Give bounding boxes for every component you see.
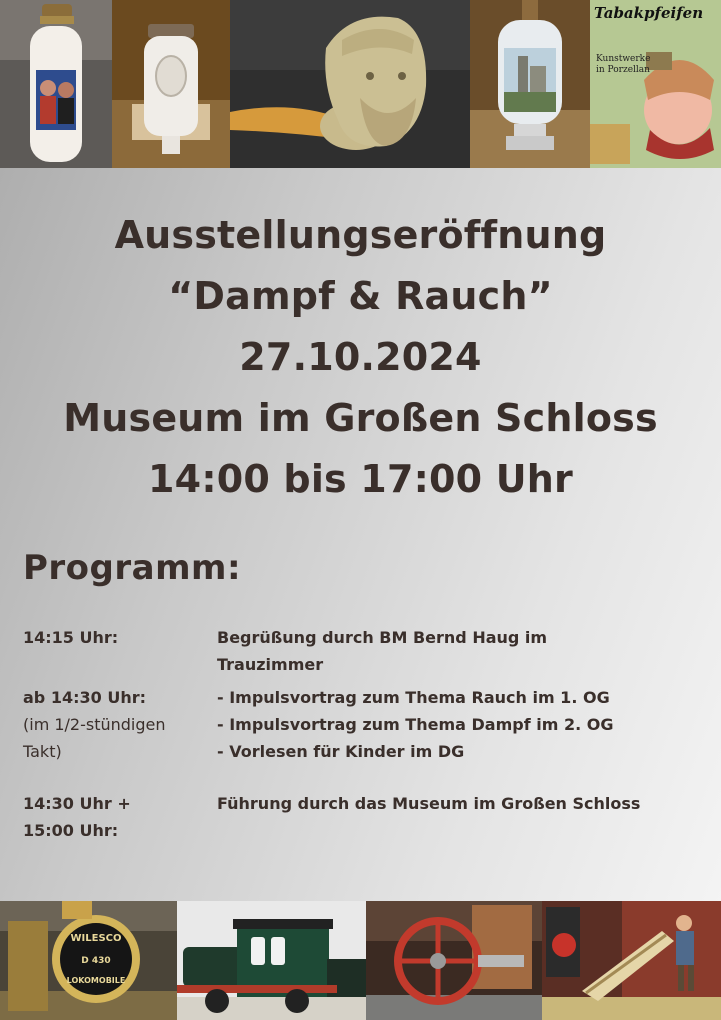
event-location: Museum im Großen Schloss xyxy=(63,396,658,440)
event-time: 14:00 bis 17:00 Uhr xyxy=(148,457,573,501)
badge-brand: WILESCO xyxy=(70,933,122,944)
castle-painted-pipe-icon xyxy=(470,0,590,168)
program-time: 14:30 Uhr + 15:00 Uhr: xyxy=(23,794,131,840)
toy-workshop-figure-icon xyxy=(542,901,721,1020)
carved-head-pipe-icon xyxy=(230,0,470,168)
top-photo-strip xyxy=(0,0,721,168)
program-heading: Programm: xyxy=(23,548,242,588)
book-cover-icon xyxy=(590,0,721,168)
program-details: - Impulsvortrag zum Thema Rauch im 1. OG - Impulsvortrag zum Thema Dampf im 2. OG - Vorlesen für Kinder im DG xyxy=(217,688,614,761)
badge-model: D 430 xyxy=(81,956,111,966)
event-date: 27.10.2024 xyxy=(239,335,482,379)
steam-engine-flywheel-icon xyxy=(366,901,542,1020)
program-details: Begrüßung durch BM Bernd Haug im Trauzimmer xyxy=(217,628,548,674)
toy-locomotive-icon xyxy=(177,901,366,1020)
bottom-photo-strip xyxy=(0,901,721,1020)
program-time: ab 14:30 Uhr: (im 1/2-stündigen Takt) xyxy=(23,684,213,765)
porcelain-pipe-portrait-icon xyxy=(0,0,112,168)
program-time-note: (im 1/2-stündigen xyxy=(23,715,166,734)
exhibition-title: Ausstellungseröffnung xyxy=(114,213,607,257)
program-time: 14:15 Uhr: xyxy=(23,628,119,647)
white-pipe-bowl-icon xyxy=(112,0,230,168)
program-time-note: Takt) xyxy=(23,742,62,761)
event-headline xyxy=(0,205,721,510)
book-cover-title: Tabakpfeifen xyxy=(594,4,704,22)
program-details: Führung durch das Museum im Großen Schloss xyxy=(217,794,641,813)
steam-locomotive-badge-icon xyxy=(0,901,177,1020)
badge-type: LOKOMOBILE xyxy=(66,976,126,985)
exhibition-name: “Dampf & Rauch” xyxy=(168,274,553,318)
book-cover-subtitle: in Porzellan xyxy=(596,65,650,75)
book-cover-subtitle: Kunstwerke xyxy=(596,54,651,64)
